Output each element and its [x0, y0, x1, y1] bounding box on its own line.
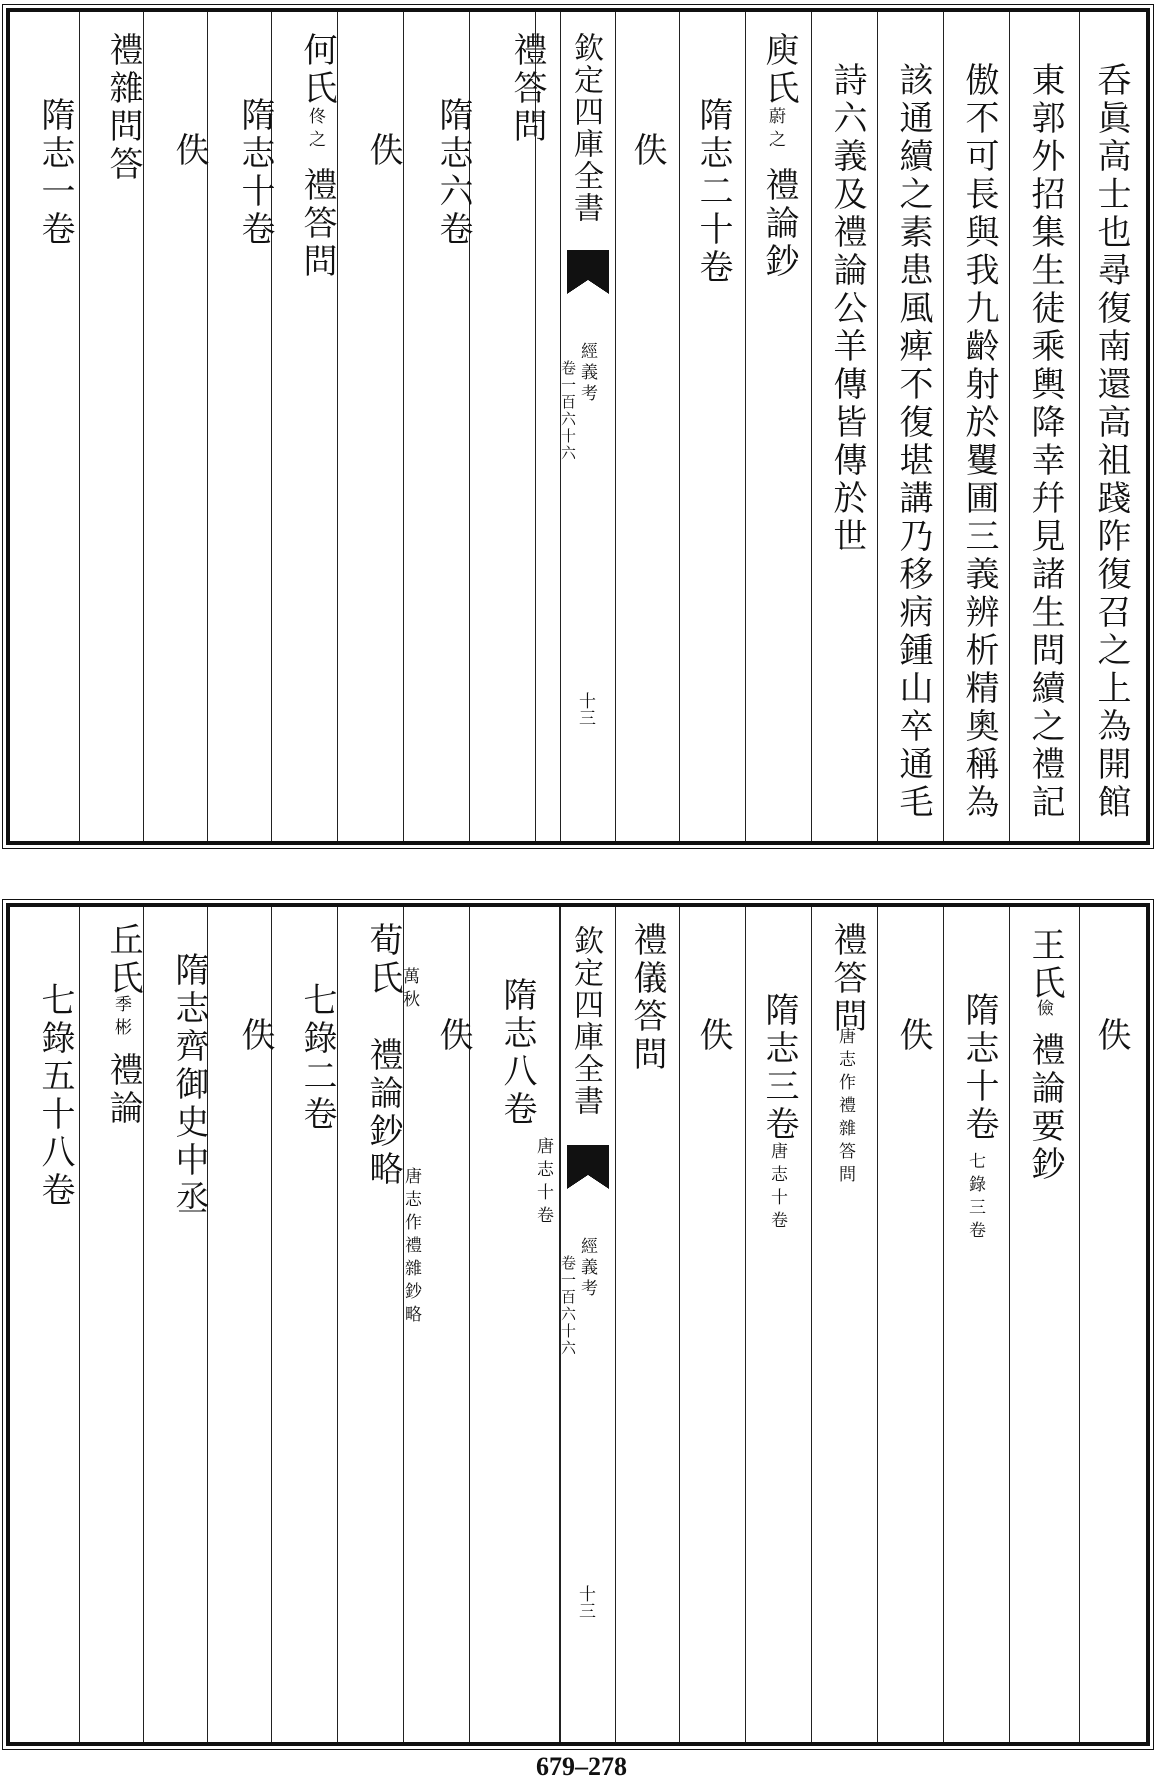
entry-record: 隋志齊御史中丞 — [169, 952, 209, 1218]
top-page-frame — [6, 8, 1150, 845]
entry-record: 隋志三卷 — [759, 992, 799, 1144]
entry-title-chaolue: 禮論鈔略 — [363, 1037, 403, 1189]
entry-record: 隋志十卷 — [959, 992, 999, 1144]
fishtail-mark — [567, 250, 609, 280]
bottom-page-frame — [6, 903, 1150, 1746]
entry-lost: 佚 — [693, 1017, 733, 1055]
leaf-number: 十三 — [575, 1585, 595, 1619]
center-volume: 卷一百六十六 — [559, 1255, 577, 1357]
text-column-2: 東郭外招集生徒乘輿降幸幷見諸生問續之禮記 — [1025, 62, 1065, 822]
center-subtitle: 經義考 — [577, 1237, 597, 1300]
entry-lost: 佚 — [363, 132, 403, 170]
text-column-3: 傲不可長與我九齡射於矍圃三義辨析精奧稱為 — [959, 62, 999, 822]
note-he-name: 佟之 — [305, 107, 325, 153]
text-column-1: 呑眞高士也尋復南還高祖踐阼復召之上為開館 — [1091, 62, 1131, 822]
note-qilu: 七錄三卷 — [965, 1152, 985, 1244]
entry-lost: 佚 — [433, 1017, 473, 1055]
entry-lost: 佚 — [235, 1017, 275, 1055]
entry-author-wang: 王氏 — [1025, 927, 1065, 1003]
column-rule — [338, 907, 404, 1742]
entry-title-dawen: 禮答問 — [297, 167, 337, 281]
entry-author-yu: 庾氏 — [759, 32, 799, 108]
entry-title-lilun: 禮論 — [103, 1052, 143, 1128]
note-tang: 唐志十卷 — [533, 1137, 553, 1229]
entry-author-qiu: 丘氏 — [103, 922, 143, 998]
entry-author-he: 何氏 — [297, 32, 337, 108]
entry-title-lilunchao: 禮論鈔 — [759, 167, 799, 281]
entry-record: 隋志十卷 — [235, 97, 275, 249]
center-volume: 卷一百六十六 — [559, 360, 577, 462]
entry-title-yaochao: 禮論要鈔 — [1025, 1032, 1065, 1184]
note-wang-name: 儉 — [1033, 999, 1053, 1022]
text-column-4: 該通續之素患風痺不復堪講乃移病鍾山卒通毛 — [893, 62, 933, 822]
entry-lost: 佚 — [627, 132, 667, 170]
center-title: 欽定四庫全書 — [568, 32, 603, 224]
note-tang-variant: 唐志作禮雜答問 — [835, 1027, 855, 1188]
entry-title-dawen: 禮答問 — [827, 922, 867, 1036]
center-title: 欽定四庫全書 — [568, 925, 603, 1117]
text-column-5: 詩六義及禮論公羊傳皆傳於世 — [827, 62, 867, 556]
page-number: 679–278 — [536, 1752, 627, 1781]
note-tang: 唐志十卷 — [767, 1142, 787, 1234]
entry-lost: 佚 — [893, 1017, 933, 1055]
entry-lost: 佚 — [169, 132, 209, 170]
entry-record: 隋志八卷 — [497, 977, 537, 1129]
center-subtitle: 經義考 — [577, 342, 597, 405]
note-yu-name: 蔚之 — [765, 107, 785, 153]
entry-record: 隋志一卷 — [35, 97, 75, 249]
entry-author-xun: 荀氏 — [363, 922, 403, 998]
entry-record: 七錄五十八卷 — [35, 982, 75, 1210]
entry-title-zawenda: 禮雜問答 — [103, 32, 143, 184]
entry-title-dawen: 禮答問 — [507, 32, 547, 146]
fishtail-mark — [567, 1145, 609, 1175]
entry-record: 隋志二十卷 — [693, 97, 733, 287]
entry-record: 隋志六卷 — [433, 97, 473, 249]
entry-lost: 佚 — [1091, 1017, 1131, 1055]
note-qiu-name: 季彬 — [111, 995, 131, 1041]
note-xun-name: 萬秋 — [399, 967, 419, 1013]
note-tang-variant: 唐志作禮雜鈔略 — [401, 1167, 421, 1328]
entry-record: 七錄二卷 — [297, 982, 337, 1134]
leaf-number: 十三 — [575, 692, 595, 726]
entry-title-liyi-dawen: 禮儀答問 — [627, 922, 667, 1074]
